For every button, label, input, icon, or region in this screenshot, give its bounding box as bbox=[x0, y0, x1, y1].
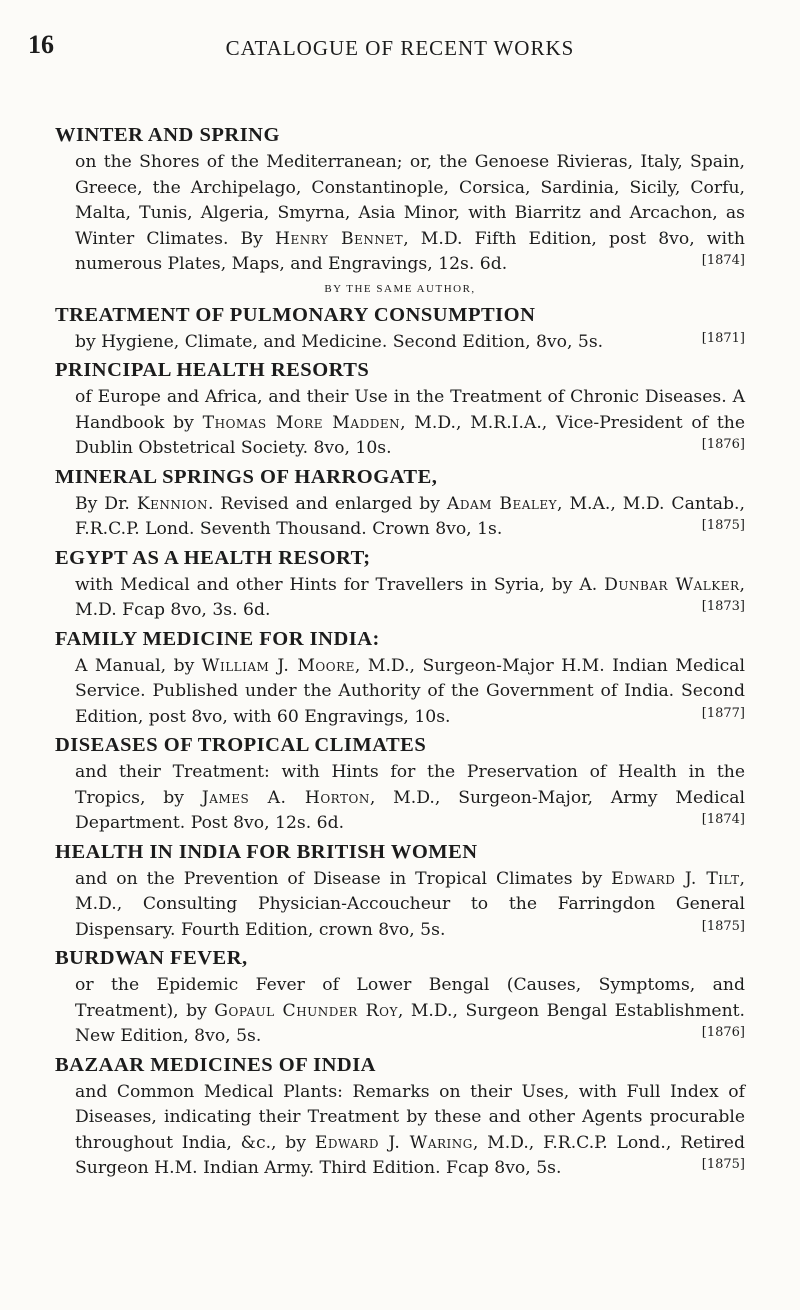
description-text: , M.D., Surgeon-Major H.M. Indian Medical Service. Published under the Authority of the Government of India. Second Edition, post 8vo, with 60 Engravings, 10s. bbox=[75, 655, 745, 727]
description-text: , M.D. Fifth Edition, post 8vo, with numerous Plates, Maps, and Engravings, 12s. 6d. bbox=[75, 228, 745, 274]
entry-description bbox=[55, 654, 745, 731]
author-name: Kennion bbox=[136, 493, 208, 514]
catalogue-entry bbox=[55, 624, 745, 731]
page-header bbox=[0, 30, 800, 70]
entry-title: PRINCIPAL HEALTH RESORTS bbox=[55, 359, 370, 381]
entry-title: BAZAAR MEDICINES OF INDIA bbox=[55, 1053, 376, 1076]
description-text: on the Shores of the Mediterranean; or, the Genoese Rivieras, Italy, Spain, Greece, the Archipelago, Constantinople, Corsica, Sardinia, Sicily, Corfu, Malta, Tunis, Algeria, Smyrna, Asia Minor, with Biarritz and Arcachon, as Winter Climates. By bbox=[75, 152, 745, 249]
description-text: , M.D. Fcap 8vo, 3s. 6d. bbox=[75, 574, 746, 620]
entry-title: HEALTH IN INDIA FOR BRITISH WOMEN bbox=[55, 840, 478, 863]
entry-title: WINTER AND SPRING bbox=[55, 124, 280, 146]
description-text: of Europe and Africa, and their Use in the Treatment of Chronic Diseases. A Handbook by bbox=[75, 387, 745, 433]
entry-description bbox=[55, 1080, 745, 1182]
catalogue-entry bbox=[55, 837, 745, 944]
description-text: and Common Medical Plants: Remarks on their Uses, with Full Index of Diseases, indicating their Treatment by these and other Agents procurable throughout India, &c., by bbox=[75, 1081, 745, 1153]
author-name: Edward J. Tilt bbox=[611, 868, 740, 889]
description-text: By Dr. bbox=[75, 493, 137, 514]
entry-description bbox=[55, 573, 745, 624]
entry-title: DISEASES OF TROPICAL CLIMATES bbox=[55, 734, 427, 756]
description-text: , M.D., Surgeon Bengal Establishment. New Edition, 8vo, 5s. bbox=[75, 1000, 746, 1046]
publication-year: [1874] bbox=[701, 812, 745, 827]
catalogue-entry bbox=[55, 462, 745, 543]
entry-title: EGYPT AS A HEALTH RESORT; bbox=[55, 546, 371, 569]
description-text: and on the Prevention of Disease in Tropical Climates by bbox=[75, 868, 612, 889]
author-name: Gopaul Chunder Roy bbox=[214, 1000, 398, 1021]
publication-year: [1876] bbox=[701, 437, 745, 452]
description-text: , M.D., Surgeon-Major, Army Medical Department. Post 8vo, 12s. 6d. bbox=[75, 787, 745, 833]
entry-description bbox=[55, 760, 745, 837]
description-text: by Hygiene, Climate, and Medicine. Second Edition, 8vo, 5s. bbox=[75, 331, 604, 352]
page-number: 16 bbox=[28, 30, 54, 59]
publication-year: [1875] bbox=[701, 918, 745, 934]
entry-title: BURDWAN FEVER, bbox=[55, 947, 248, 969]
entry-title: FAMILY MEDICINE FOR INDIA: bbox=[55, 627, 380, 650]
catalogue-entries bbox=[55, 120, 745, 1182]
author-name: Adam Bealey bbox=[446, 493, 558, 514]
entry-description bbox=[55, 492, 745, 543]
publication-year: [1871] bbox=[701, 330, 745, 346]
description-text: , M.D., M.R.I.A., Vice-President of the Dublin Obstetrical Society. 8vo, 10s. bbox=[75, 412, 746, 458]
author-name: James A. Horton bbox=[201, 787, 370, 808]
author-name: Dunbar Walker bbox=[604, 574, 740, 595]
author-name: Edward J. Waring bbox=[314, 1132, 473, 1153]
publication-year: [1873] bbox=[701, 599, 745, 614]
description-text: with Medical and other Hints for Travellers in Syria, by A. bbox=[75, 574, 605, 595]
entry-title: MINERAL SPRINGS OF HARROGATE, bbox=[55, 465, 438, 488]
running-title: CATALOGUE OF RECENT WORKS bbox=[225, 36, 575, 60]
publication-year: [1874] bbox=[701, 253, 745, 268]
catalogue-entry bbox=[55, 1050, 745, 1182]
catalogue-entry bbox=[55, 543, 745, 624]
publication-year: [1875] bbox=[701, 1157, 745, 1172]
author-name: William J. Moore bbox=[201, 655, 355, 676]
entry-description bbox=[55, 150, 745, 278]
publication-year: [1876] bbox=[701, 1025, 745, 1040]
catalogue-entry bbox=[55, 355, 745, 462]
description-text: or the Epidemic Fever of Lower Bengal (Causes, Symptoms, and Treatment), by bbox=[75, 975, 745, 1021]
entry-description bbox=[55, 867, 745, 944]
entry-description bbox=[55, 973, 745, 1050]
catalogue-entry bbox=[55, 730, 745, 837]
publication-year: [1877] bbox=[701, 705, 745, 721]
description-text: , M.D., Consulting Physician-Accoucheur to the Farringdon General Dispensary. Fourth Edition, crown 8vo, 5s. bbox=[75, 868, 745, 940]
entry-title: TREATMENT OF PULMONARY CONSUMPTION bbox=[55, 303, 536, 326]
entry-description bbox=[55, 385, 745, 462]
same-author-note: BY THE SAME AUTHOR, bbox=[324, 282, 476, 295]
catalogue-entry bbox=[55, 943, 745, 1050]
catalogue-entry bbox=[55, 278, 745, 356]
catalogue-entry bbox=[55, 120, 745, 278]
author-name: Thomas More Madden bbox=[202, 412, 401, 433]
publication-year: [1875] bbox=[701, 518, 745, 533]
description-text: , M.D., F.R.C.P. Lond., Retired Surgeon H.M. Indian Army. Third Edition. Fcap 8vo, 5s. bbox=[75, 1132, 745, 1178]
description-text: . Revised and enlarged by bbox=[208, 493, 447, 514]
description-text: and their Treatment: with Hints for the Preservation of Health in the Tropics, by bbox=[75, 762, 745, 808]
description-text: , M.A., M.D. Cantab., F.R.C.P. Lond. Seventh Thousand. Crown 8vo, 1s. bbox=[75, 493, 745, 539]
entry-description bbox=[55, 330, 745, 356]
author-name: Henry Bennet bbox=[275, 228, 404, 249]
description-text: A Manual, by bbox=[75, 655, 202, 676]
